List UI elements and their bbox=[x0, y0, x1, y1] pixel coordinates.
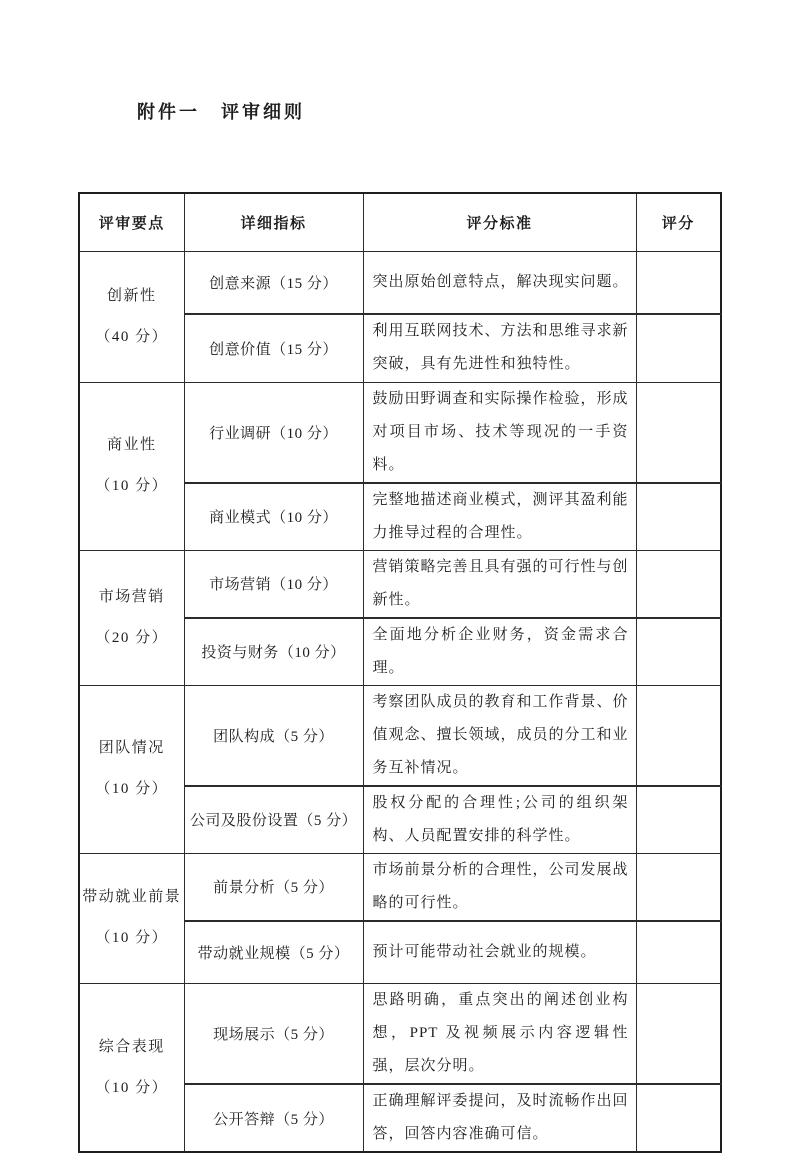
indicator-cell: 公开答辩（5 分） bbox=[184, 1084, 363, 1152]
criteria-cell: 预计可能带动社会就业的规模。 bbox=[363, 921, 636, 984]
category-cell-marketing bbox=[79, 550, 184, 685]
criteria-cell: 完整地描述商业模式，测评其盈利能力推导过程的合理性。 bbox=[363, 483, 636, 551]
criteria-cell: 突出原始创意特点，解决现实问题。 bbox=[363, 251, 636, 314]
score-cell bbox=[636, 786, 721, 854]
category-name: 团队情况 bbox=[98, 740, 165, 756]
score-cell bbox=[636, 618, 721, 686]
col-header-score: 评分 bbox=[636, 193, 721, 251]
indicator-cell: 创意来源（15 分） bbox=[184, 251, 363, 314]
table-row bbox=[79, 550, 721, 618]
criteria-cell: 鼓励田野调查和实际操作检验，形成对项目市场、技术等现况的一手资料。 bbox=[363, 382, 636, 483]
col-header-detailed-indicators: 详细指标 bbox=[184, 193, 363, 251]
criteria-cell: 利用互联网技术、方法和思维寻求新突破，具有先进性和独特性。 bbox=[363, 314, 636, 382]
category-score: （10 分） bbox=[95, 478, 169, 494]
score-cell bbox=[636, 853, 721, 921]
table-row bbox=[79, 853, 721, 921]
criteria-cell: 股权分配的合理性;公司的组织架构、人员配置安排的科学性。 bbox=[363, 786, 636, 854]
category-score: （10 分） bbox=[95, 930, 169, 947]
review-criteria-table bbox=[78, 192, 722, 1153]
indicator-cell: 前景分析（5 分） bbox=[184, 853, 363, 921]
category-cell-overall bbox=[79, 984, 184, 1153]
category-name: 创新性 bbox=[106, 287, 157, 304]
score-cell bbox=[636, 483, 721, 551]
category-score: （10 分） bbox=[95, 1079, 169, 1096]
category-cell-team bbox=[79, 685, 184, 853]
criteria-cell: 营销策略完善且具有强的可行性与创新性。 bbox=[363, 550, 636, 618]
document-title: 附件一 评审细则 bbox=[137, 102, 305, 122]
category-score: （10 分） bbox=[95, 781, 169, 797]
score-cell bbox=[636, 984, 721, 1085]
indicator-cell: 公司及股份设置（5 分） bbox=[184, 786, 363, 854]
category-name: 综合表现 bbox=[98, 1038, 165, 1055]
criteria-cell: 考察团队成员的教育和工作背景、价值观念、擅长领域，成员的分工和业务互补情况。 bbox=[363, 685, 636, 786]
indicator-cell: 市场营销（10 分） bbox=[184, 550, 363, 618]
category-cell-commercial bbox=[79, 382, 184, 550]
col-header-scoring-standards: 评分标准 bbox=[363, 193, 636, 251]
indicator-cell: 行业调研（10 分） bbox=[184, 382, 363, 483]
criteria-cell: 全面地分析企业财务，资金需求合理。 bbox=[363, 618, 636, 686]
criteria-cell: 市场前景分析的合理性，公司发展战略的可行性。 bbox=[363, 853, 636, 921]
score-cell bbox=[636, 550, 721, 618]
criteria-cell: 思路明确，重点突出的阐述创业构想，PPT 及视频展示内容逻辑性强，层次分明。 bbox=[363, 984, 636, 1085]
score-cell bbox=[636, 685, 721, 786]
score-cell bbox=[636, 1084, 721, 1152]
indicator-cell: 创意价值（15 分） bbox=[184, 314, 363, 382]
score-cell bbox=[636, 251, 721, 314]
category-name: 市场营销 bbox=[98, 588, 165, 605]
indicator-cell: 带动就业规模（5 分） bbox=[184, 921, 363, 984]
indicator-cell: 商业模式（10 分） bbox=[184, 483, 363, 551]
table-header-row bbox=[79, 193, 721, 251]
score-cell bbox=[636, 314, 721, 382]
category-score: （40 分） bbox=[95, 328, 169, 345]
indicator-cell: 投资与财务（10 分） bbox=[184, 618, 363, 686]
category-score: （20 分） bbox=[95, 629, 169, 646]
criteria-cell: 正确理解评委提问，及时流畅作出回答，回答内容准确可信。 bbox=[363, 1084, 636, 1152]
col-header-review-points: 评审要点 bbox=[79, 193, 184, 251]
score-cell bbox=[636, 921, 721, 984]
indicator-cell: 现场展示（5 分） bbox=[184, 984, 363, 1085]
table-row bbox=[79, 685, 721, 786]
category-cell-innovation bbox=[79, 251, 184, 382]
category-name: 商业性 bbox=[106, 437, 157, 453]
score-cell bbox=[636, 382, 721, 483]
table-row bbox=[79, 251, 721, 314]
category-name: 带动就业前景 bbox=[82, 889, 182, 906]
indicator-cell: 团队构成（5 分） bbox=[184, 685, 363, 786]
category-cell-employment bbox=[79, 853, 184, 984]
table-row bbox=[79, 382, 721, 483]
table-row bbox=[79, 984, 721, 1085]
